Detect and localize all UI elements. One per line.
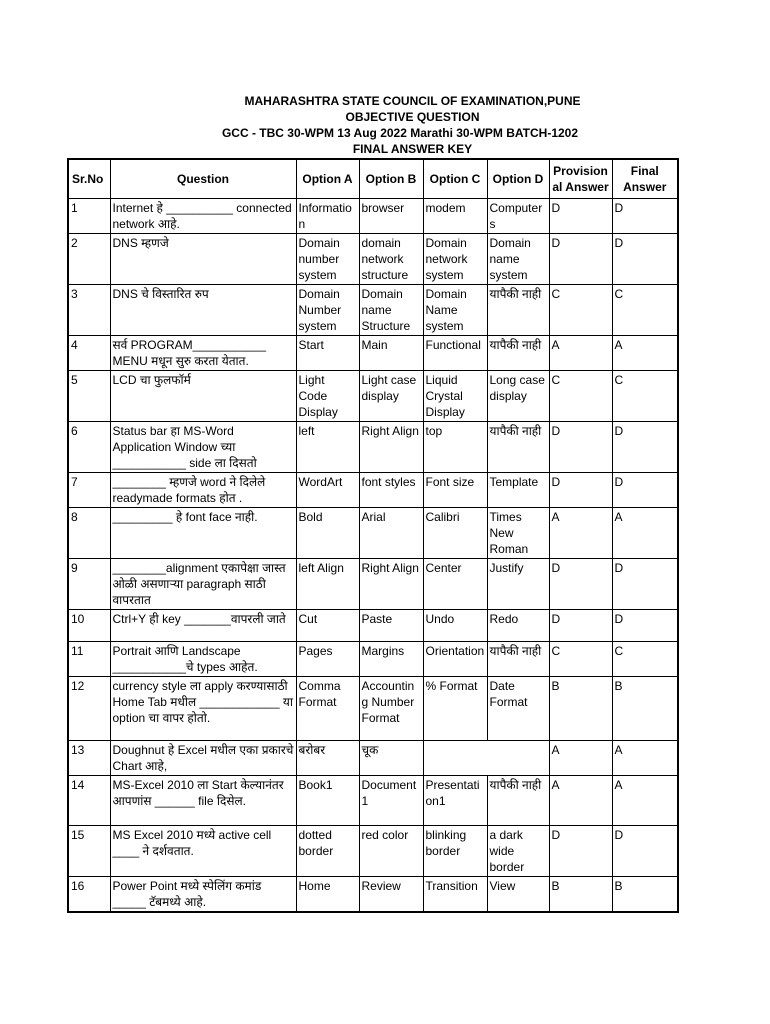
cell-option-d: यापैकी नाही xyxy=(487,422,549,473)
cell-question: LCD चा फुलफॉर्म xyxy=(110,371,296,422)
table-row xyxy=(68,234,678,285)
cell-option-b: Domain name Structure xyxy=(359,285,423,336)
cell-option-a: Bold xyxy=(296,508,359,559)
cell-option-a: dotted border xyxy=(296,826,359,877)
table-row xyxy=(68,677,678,741)
cell-question: सर्व PROGRAM___________ MENU मधून सुरु करता येतात. xyxy=(110,336,296,371)
cell-option-c: top xyxy=(423,422,487,473)
cell-option-c: % Format xyxy=(423,677,487,741)
cell-option-c: Domain network system xyxy=(423,234,487,285)
cell-option-d: Template xyxy=(487,473,549,508)
cell-option-b: Accounting Number Format xyxy=(359,677,423,741)
cell-question: ________ म्हणजे word ने दिलेले readymade formats होत . xyxy=(110,473,296,508)
col-header-option-b: Option B xyxy=(359,159,423,199)
cell-option-a: Comma Format xyxy=(296,677,359,741)
cell-question: Internet हे __________ connected network आहे. xyxy=(110,199,296,234)
table-row xyxy=(68,877,678,913)
col-header-final: Final Answer xyxy=(612,159,678,199)
cell-option-c: Transition xyxy=(423,877,487,913)
cell-option-d: Redo xyxy=(487,610,549,642)
cell-option-c: modem xyxy=(423,199,487,234)
cell-provisional-answer: D xyxy=(549,473,612,508)
cell-srno: 7 xyxy=(68,473,110,508)
cell-srno: 16 xyxy=(68,877,110,913)
cell-provisional-answer: D xyxy=(549,559,612,610)
document-header xyxy=(0,93,770,157)
table-row xyxy=(68,776,678,826)
cell-option-a: बरोबर xyxy=(296,741,359,776)
table-row xyxy=(68,826,678,877)
doc-subtitle: OBJECTIVE QUESTION xyxy=(345,110,480,124)
col-header-question: Question xyxy=(110,159,296,199)
cell-option-b: Right Align xyxy=(359,559,423,610)
answer-key-title: FINAL ANSWER KEY xyxy=(352,142,473,156)
cell-provisional-answer: D xyxy=(549,422,612,473)
table-header-row xyxy=(68,159,678,199)
cell-srno: 5 xyxy=(68,371,110,422)
cell-option-d: यापैकी नाही xyxy=(487,285,549,336)
cell-option-a: Book1 xyxy=(296,776,359,826)
table-row xyxy=(68,473,678,508)
cell-final-answer: A xyxy=(612,508,678,559)
cell-option-d: Date Format xyxy=(487,677,549,741)
cell-provisional-answer: A xyxy=(549,336,612,371)
col-header-srno: Sr.No xyxy=(68,159,110,199)
cell-option-a: Light Code Display xyxy=(296,371,359,422)
cell-final-answer: D xyxy=(612,422,678,473)
cell-final-answer: D xyxy=(612,473,678,508)
table-row xyxy=(68,610,678,642)
cell-srno: 11 xyxy=(68,642,110,677)
cell-final-answer: D xyxy=(612,234,678,285)
cell-question: MS-Excel 2010 ला Start केल्यानंतर आपणांस ______ file दिसेल. xyxy=(110,776,296,826)
cell-question: MS Excel 2010 मध्ये active cell ____ ने दर्शवतात. xyxy=(110,826,296,877)
cell-question: Power Point मध्ये स्पेलिंग कमांड _____ टॅबमध्ये आहे. xyxy=(110,877,296,913)
cell-option-b: Main xyxy=(359,336,423,371)
cell-option-a: WordArt xyxy=(296,473,359,508)
cell-question: Status bar हा MS-Word Application Window च्या ___________ side ला दिसतो xyxy=(110,422,296,473)
cell-option-d: Domain name system xyxy=(487,234,549,285)
cell-srno: 10 xyxy=(68,610,110,642)
exam-info: GCC - TBC 30-WPM 13 Aug 2022 Marathi 30-WPM BATCH-1202 xyxy=(221,126,579,140)
cell-final-answer: D xyxy=(612,610,678,642)
cell-option-c: Undo xyxy=(423,610,487,642)
cell-option-b: Review xyxy=(359,877,423,913)
cell-final-answer: D xyxy=(612,559,678,610)
cell-final-answer: D xyxy=(612,199,678,234)
cell-option-d: Times New Roman xyxy=(487,508,549,559)
cell-final-answer: A xyxy=(612,336,678,371)
cell-option-c: Font size xyxy=(423,473,487,508)
cell-final-answer: C xyxy=(612,642,678,677)
cell-option-c: Presentation1 xyxy=(423,776,487,826)
cell-provisional-answer: D xyxy=(549,826,612,877)
cell-option-d: a dark wide border xyxy=(487,826,549,877)
cell-srno: 13 xyxy=(68,741,110,776)
cell-option-a: Information xyxy=(296,199,359,234)
cell-srno: 14 xyxy=(68,776,110,826)
cell-option-b: font styles xyxy=(359,473,423,508)
cell-option-d: Justify xyxy=(487,559,549,610)
cell-option-a: Domain number system xyxy=(296,234,359,285)
cell-option-b: browser xyxy=(359,199,423,234)
cell-provisional-answer: A xyxy=(549,508,612,559)
cell-option-c: Orientation xyxy=(423,642,487,677)
cell-provisional-answer: D xyxy=(549,199,612,234)
cell-provisional-answer: A xyxy=(549,741,612,776)
col-header-option-d: Option D xyxy=(487,159,549,199)
cell-option-d: Long case display xyxy=(487,371,549,422)
table-row xyxy=(68,422,678,473)
cell-option-c: Calibri xyxy=(423,508,487,559)
table-row xyxy=(68,336,678,371)
table-row xyxy=(68,741,678,776)
cell-srno: 1 xyxy=(68,199,110,234)
col-header-option-a: Option A xyxy=(296,159,359,199)
col-header-option-c: Option C xyxy=(423,159,487,199)
table-row xyxy=(68,559,678,610)
cell-option-b: Arial xyxy=(359,508,423,559)
cell-option-c: Domain Name system xyxy=(423,285,487,336)
cell-option-b: Margins xyxy=(359,642,423,677)
cell-option-a: Home xyxy=(296,877,359,913)
cell-provisional-answer: D xyxy=(549,234,612,285)
col-header-provisional: Provisional Answer xyxy=(549,159,612,199)
cell-provisional-answer: D xyxy=(549,610,612,642)
cell-option-a: Cut xyxy=(296,610,359,642)
cell-question: Portrait आणि Landscape ___________चे types आहेत. xyxy=(110,642,296,677)
cell-option-d: यापैकी नाही xyxy=(487,642,549,677)
table-row xyxy=(68,642,678,677)
cell-srno: 2 xyxy=(68,234,110,285)
cell-srno: 12 xyxy=(68,677,110,741)
cell-option-d: View xyxy=(487,877,549,913)
table-row xyxy=(68,508,678,559)
cell-question: ________alignment एकापेक्षा जास्त ओळी असणाऱ्या paragraph साठी वापरतात xyxy=(110,559,296,610)
cell-question: Doughnut हे Excel मधील एका प्रकारचे Chart आहे, xyxy=(110,741,296,776)
table-row xyxy=(68,199,678,234)
cell-option-a: Start xyxy=(296,336,359,371)
cell-option-c: Functional xyxy=(423,336,487,371)
cell-provisional-answer: C xyxy=(549,371,612,422)
cell-srno: 15 xyxy=(68,826,110,877)
cell-option-b: Light case display xyxy=(359,371,423,422)
cell-question: currency style ला apply करण्यासाठी Home Tab मधील ____________ या option चा वापर होतो. xyxy=(110,677,296,741)
cell-provisional-answer: C xyxy=(549,285,612,336)
cell-question: Ctrl+Y ही key _______वापरली जाते xyxy=(110,610,296,642)
cell-option-c: Liquid Crystal Display xyxy=(423,371,487,422)
cell-option-b: domain network structure xyxy=(359,234,423,285)
cell-option-b: red color xyxy=(359,826,423,877)
cell-question: DNS चे विस्तारित रुप xyxy=(110,285,296,336)
answer-key-table xyxy=(67,158,679,913)
cell-srno: 4 xyxy=(68,336,110,371)
cell-question: DNS म्हणजे xyxy=(110,234,296,285)
cell-question: _________ हे font face नाही. xyxy=(110,508,296,559)
cell-option-a: Pages xyxy=(296,642,359,677)
cell-final-answer: B xyxy=(612,877,678,913)
cell-provisional-answer: A xyxy=(549,776,612,826)
cell-option-b: Paste xyxy=(359,610,423,642)
cell-option-c: Center xyxy=(423,559,487,610)
cell-final-answer: B xyxy=(612,677,678,741)
council-title: MAHARASHTRA STATE COUNCIL OF EXAMINATION,PUNE xyxy=(244,94,581,108)
cell-option-a: left Align xyxy=(296,559,359,610)
cell-option-d: यापैकी नाही xyxy=(487,776,549,826)
cell-final-answer: A xyxy=(612,776,678,826)
cell-srno: 3 xyxy=(68,285,110,336)
cell-option-b: चूक xyxy=(359,741,423,776)
cell-provisional-answer: B xyxy=(549,677,612,741)
cell-option-a: Domain Number system xyxy=(296,285,359,336)
cell-option-c xyxy=(423,741,549,776)
cell-final-answer: C xyxy=(612,285,678,336)
cell-option-d: Computers xyxy=(487,199,549,234)
cell-option-b: Document 1 xyxy=(359,776,423,826)
cell-final-answer: C xyxy=(612,371,678,422)
cell-provisional-answer: C xyxy=(549,642,612,677)
cell-srno: 9 xyxy=(68,559,110,610)
table-row xyxy=(68,371,678,422)
cell-option-c: blinking border xyxy=(423,826,487,877)
cell-option-b: Right Align xyxy=(359,422,423,473)
cell-srno: 8 xyxy=(68,508,110,559)
cell-srno: 6 xyxy=(68,422,110,473)
table-row xyxy=(68,285,678,336)
cell-final-answer: A xyxy=(612,741,678,776)
cell-final-answer: D xyxy=(612,826,678,877)
cell-option-a: left xyxy=(296,422,359,473)
cell-provisional-answer: B xyxy=(549,877,612,913)
cell-option-d: यापैकी नाही xyxy=(487,336,549,371)
